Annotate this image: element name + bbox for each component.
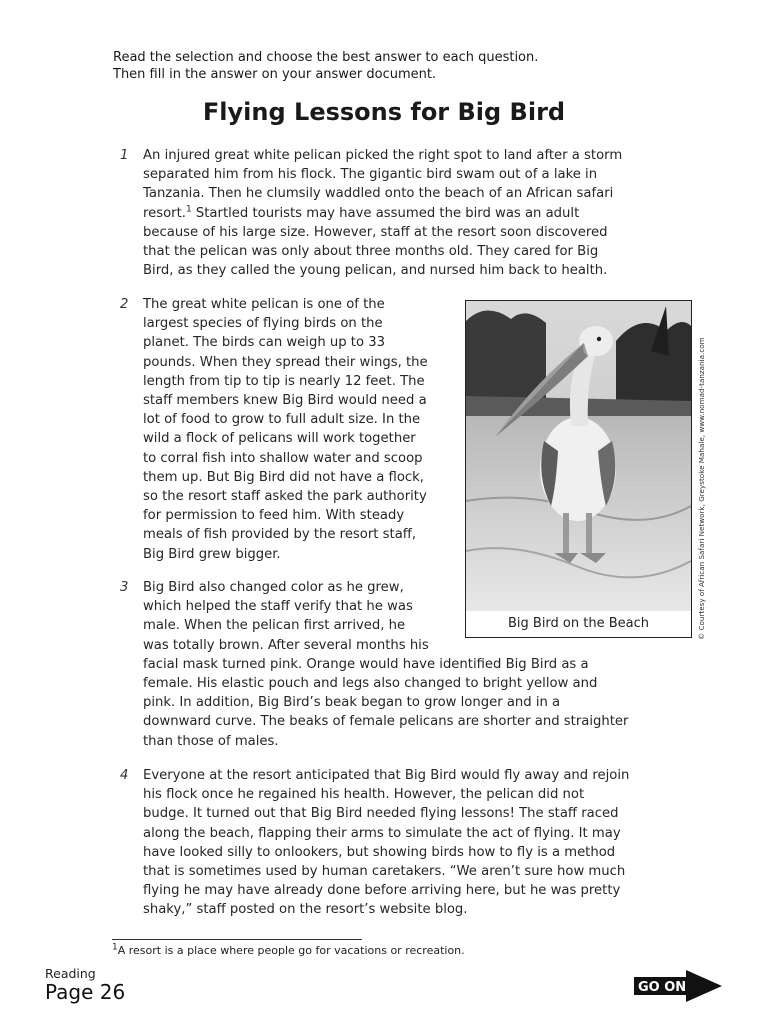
text-line xyxy=(143,204,622,223)
text-line: because of his large size. However, staff at the resort soon discovered xyxy=(143,224,608,240)
go-on-arrow xyxy=(634,970,724,1002)
pelican-illustration xyxy=(466,301,691,612)
text-line: that the pelican was only about three months old. They cared for Big xyxy=(143,244,599,260)
footnote-divider xyxy=(112,939,362,940)
instructions-line-1: Read the selection and choose the best answer to each question. xyxy=(113,50,539,65)
paragraph-4 xyxy=(143,766,629,920)
text-line: length from tip to tip is nearly 12 feet. The xyxy=(143,373,425,389)
paragraph-number: 1 xyxy=(120,148,129,163)
text-line: was totally brown. After several months his xyxy=(143,637,429,653)
subject-label: Reading xyxy=(45,966,96,981)
paragraph-1 xyxy=(143,146,622,280)
footnote xyxy=(112,944,465,957)
text-line: Bird, as they called the young pelican, and nursed him back to health. xyxy=(143,263,608,279)
text-line: so the resort staff asked the park authority xyxy=(143,489,427,505)
go-on-label: GO ON xyxy=(638,980,687,995)
text-line: separated him from his flock. The gigantic bird swam out of a lake in xyxy=(143,167,598,183)
text-line: budge. It turned out that Big Bird needed flying lessons! The staff raced xyxy=(143,806,619,822)
paragraph-number: 2 xyxy=(120,297,129,312)
text-line: pounds. When they spread their wings, the xyxy=(143,354,428,370)
text-line: that is sometimes used by human caretakers. “We aren’t sure how much xyxy=(143,864,626,880)
instructions xyxy=(113,49,673,83)
footnote-marker: 1 xyxy=(112,942,118,953)
page-number: Page 26 xyxy=(45,980,126,1004)
text-line: shaky,” staff posted on the resort’s website blog. xyxy=(143,902,468,918)
text-line: largest species of flying birds on the xyxy=(143,316,383,332)
text-line: have looked silly to onlookers, but showing birds how to fly is a method xyxy=(143,844,616,860)
paragraph-number: 4 xyxy=(120,768,129,783)
text-segment: Startled tourists may have assumed the bird was an adult xyxy=(191,205,580,221)
paragraph-number: 3 xyxy=(120,580,129,595)
text-line: them up. But Big Bird did not have a flock, xyxy=(143,469,424,485)
text-line: Big Bird also changed color as he grew, xyxy=(143,580,404,595)
text-line: to corral fish into shallow water and scoop xyxy=(143,450,423,466)
text-line: Big Bird grew bigger. xyxy=(143,546,281,562)
text-line: pink. In addition, Big Bird’s beak began to grow longer and in a xyxy=(143,695,561,711)
instructions-line-2: Then fill in the answer on your answer document. xyxy=(113,67,437,82)
text-line: An injured great white pelican picked the right spot to land after a storm xyxy=(143,148,623,163)
photo-credit: © Courtesy of African Safari Network, Greystoke Mahale, www.nomad-tanzania.com xyxy=(697,337,706,640)
text-line: wild a flock of pelicans will work together xyxy=(143,431,416,447)
text-line: Everyone at the resort anticipated that Big Bird would fly away and rejoin xyxy=(143,768,630,783)
footnote-ref: 1 xyxy=(185,204,192,215)
text-line: male. When the pelican first arrived, he xyxy=(143,618,406,634)
arrow-icon xyxy=(634,970,724,1002)
text-line: female. His elastic pouch and legs also changed to bright yellow and xyxy=(143,676,598,692)
text-segment: resort. xyxy=(143,205,186,221)
text-line: for permission to feed him. With steady xyxy=(143,508,405,524)
text-line: meals of fish provided by the resort staff, xyxy=(143,527,417,543)
text-line: Tanzania. Then he clumsily waddled onto the beach of an African safari xyxy=(143,186,614,202)
text-line: The great white pelican is one of the xyxy=(143,297,385,312)
text-line: downward curve. The beaks of female pelicans are shorter and straighter xyxy=(143,714,629,730)
text-line: which helped the staff verify that he was xyxy=(143,599,413,615)
page-title: Flying Lessons for Big Bird xyxy=(202,98,566,126)
text-line: lot of food to grow to full adult size. In the xyxy=(143,412,421,428)
text-line: planet. The birds can weigh up to 33 xyxy=(143,335,386,351)
text-line: staff members knew Big Bird would need a xyxy=(143,393,427,409)
footnote-text: A resort is a place where people go for vacations or recreation. xyxy=(117,944,465,957)
text-line: facial mask turned pink. Orange would have identified Big Bird as a xyxy=(143,656,589,672)
text-line: his flock once he regained his health. However, the pelican did not xyxy=(143,787,585,803)
text-line: flying he may have already done before arriving here, but he was pretty xyxy=(143,883,621,899)
photo-caption: Big Bird on the Beach xyxy=(465,611,692,638)
pelican-photo xyxy=(465,300,692,613)
text-line: along the beach, flapping their arms to simulate the act of flying. It may xyxy=(143,825,621,841)
text-line: than those of males. xyxy=(143,733,279,749)
paragraph-2 xyxy=(143,295,428,564)
